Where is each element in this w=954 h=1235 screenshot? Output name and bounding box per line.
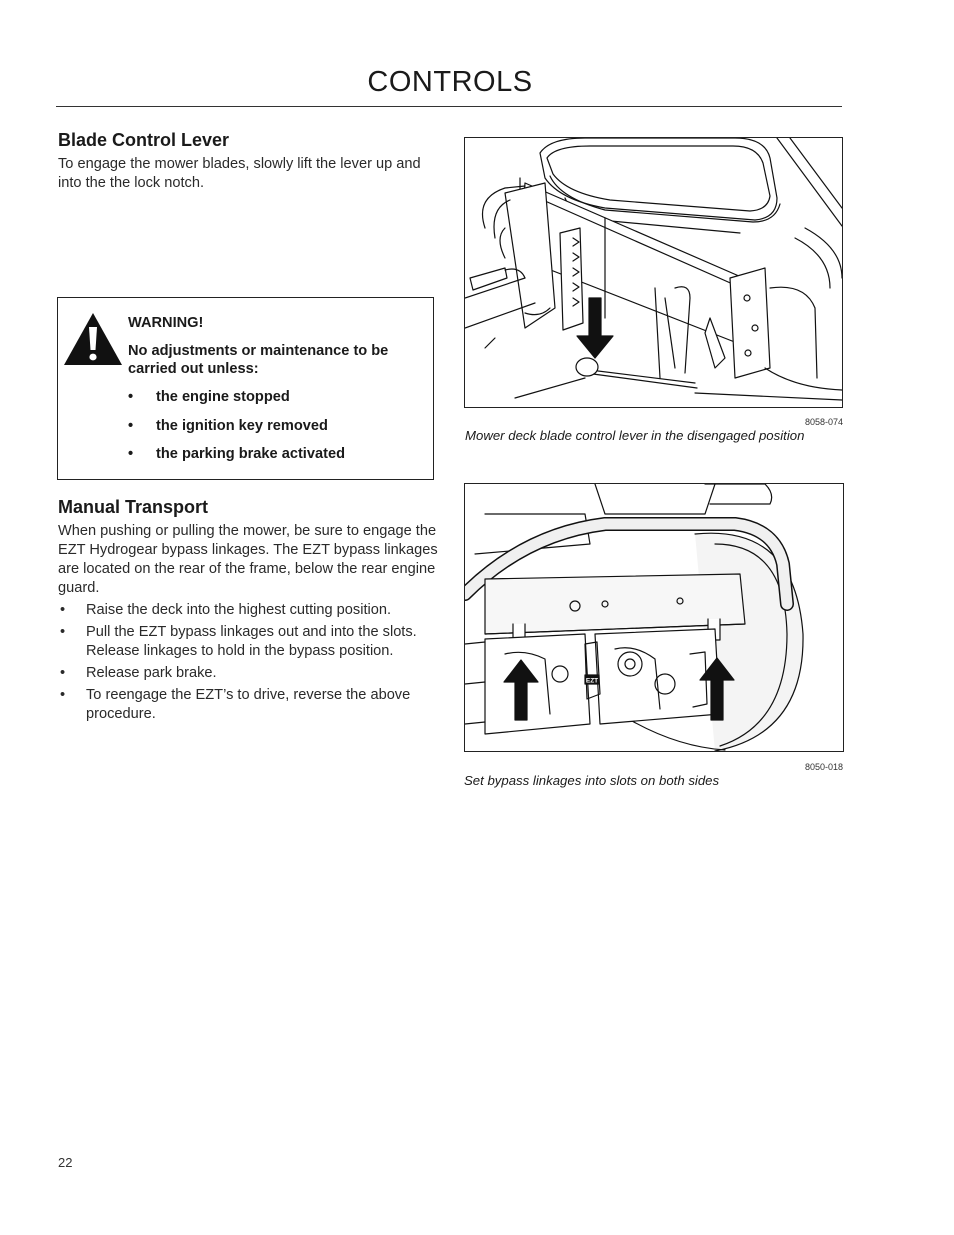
manual-transport-text: When pushing or pulling the mower, be sure to engage the EZT Hydrogear bypass linkages. The EZT bypass linkages are located on the rear of the frame, below the rear engine guard. — [58, 523, 438, 596]
warning-triangle-icon — [63, 312, 123, 371]
title-divider — [56, 106, 842, 107]
figure-caption: Set bypass linkages into slots on both sides — [464, 773, 720, 788]
list-item: • Raise the deck into the highest cutting position. — [58, 601, 438, 620]
blade-control-text: To engage the mower blades, slowly lift the lever up and into the the lock notch. — [58, 156, 421, 191]
bypass-linkage-illustration — [464, 483, 844, 752]
figure-code: 8050-018 — [804, 762, 843, 772]
blade-control-section — [58, 130, 438, 193]
warning-item: • the ignition key removed — [128, 417, 428, 435]
figure-code: 8058-074 — [804, 417, 843, 427]
blade-control-heading: Blade Control Lever — [58, 130, 230, 150]
manual-transport-section — [58, 497, 438, 727]
warning-lead-text: No adjustments or maintenance to be carried out unless: — [128, 343, 389, 377]
list-item: • To reengage the EZT’s to drive, reverse the above procedure. — [58, 686, 438, 724]
page-title: CONTROLS — [367, 66, 533, 98]
warning-item: • the engine stopped — [128, 388, 428, 406]
manual-transport-steps — [58, 601, 438, 724]
page-number: 22 — [58, 1155, 73, 1170]
manual-transport-heading: Manual Transport — [58, 497, 209, 517]
list-item: • Pull the EZT bypass linkages out and into the slots. Release linkages to hold in the bypass position. — [58, 623, 438, 661]
warning-item: • the parking brake activated — [128, 445, 428, 463]
warning-box — [57, 297, 434, 480]
blade-lever-illustration — [464, 137, 843, 408]
warning-content — [128, 314, 428, 474]
ezt-label: EZT — [585, 677, 599, 685]
warning-heading: WARNING! — [128, 315, 204, 331]
list-item: • Release park brake. — [58, 664, 438, 683]
warning-list — [128, 388, 428, 463]
figure-caption: Mower deck blade control lever in the disengaged position — [465, 428, 805, 443]
